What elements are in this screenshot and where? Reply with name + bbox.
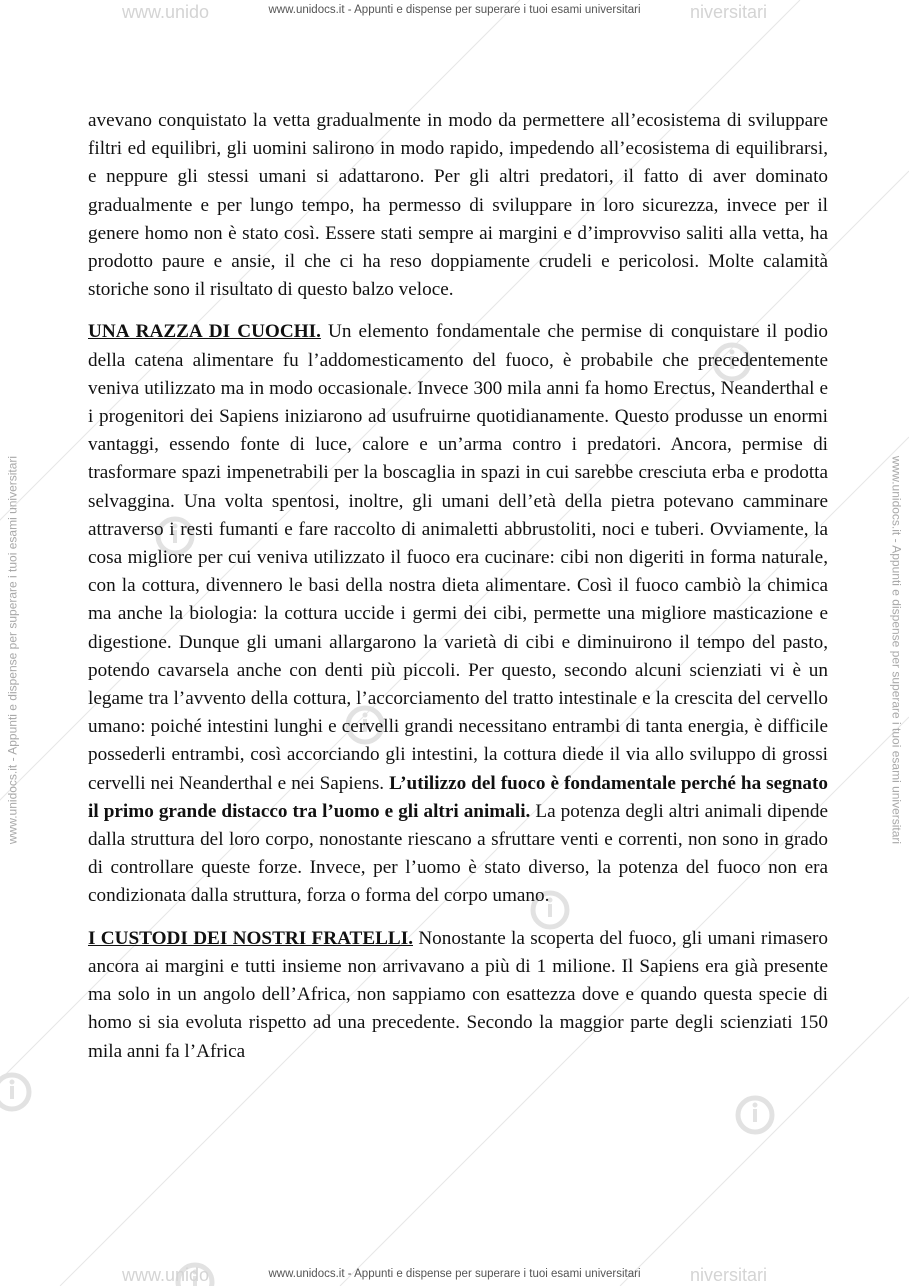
watermark-ghost-left: www.unido xyxy=(122,2,210,22)
paragraph-text: Un elemento fondamentale che permise di conquistare il podio della catena alimentare fu l’addomesticamento del fuoco, è probabile che precedentemente veniva utilizzato ma in modo occasionale. Invece 300 mila anni fa homo Erectus, Neanderthal e i progenitori dei Sapiens iniziarono ad usufruirne quotidianamente. Questo produsse un enormi vantaggi, essendo fonte di luce, calore e un’arma contro i predatori. Ancora, permise di trasformare spazi impenetrabili per la boscaglia in spazi in cui sarebbe cresciuta erba e prodotta selvaggina. Una volta spentosi, inoltre, gli umani dell’età della pietra potevano camminare attraverso i resti fumanti e fare raccolto di animaletti abbrustoliti, noci e tuberi. Ovviamente, la cosa migliore per cui veniva utilizzato il fuoco era cucinare: cibi non digeriti in forma naturale, con la cottura, divennero le basi della nostra dieta alimentare. Così il fuoco cambiò la chimica ma anche la biologia: la cottura uccide i germi dei cibi, permette una migliore masticazione e digestione. Dunque gli umani allargarono la varietà di cibi e diminuirono il tempo del pasto, potendo cavarsela anche con denti più piccoli. Per questo, secondo alcuni scienziati vi è un legame tra l’avvento della cottura, l’accorciamento del tratto intestinale e la crescita del cervello umano: poiché intestini lunghi e cervelli grandi necessitano entrambi di tanta energia, è difficile possederli entrambi, così accorciando gli intestini, la cottura diede il via allo sviluppo di grossi cervelli nei Neanderthal e nei Sapiens. xyxy=(88,321,829,794)
watermark-left-side: www.unidocs.it - Appunti e dispense per superare i tuoi esami universitari xyxy=(5,455,20,845)
document-body xyxy=(88,107,828,1080)
paragraph-text: Nonostante la scoperta del fuoco, gli umani rimasero ancora ai margini e tutti insieme non arrivavano a più di 1 milione. Il Sapiens era già presente ma solo in un angolo dell’Africa, non sappiamo con esattezza dove e quando questa specie di homo si sia evoluta rispetto ad una precedente. Secondo la maggior parte degli scienziati 150 mila anni fa l’Africa xyxy=(88,927,828,1062)
watermark-ghost-right: niversitari xyxy=(690,2,768,22)
section-heading: I CUSTODI DEI NOSTRI FRATELLI. xyxy=(88,927,413,949)
watermark-ghost-left: www.unido xyxy=(122,1265,210,1285)
section-heading: UNA RAZZA DI CUOCHI. xyxy=(88,321,321,343)
paragraph-text: La potenza degli altri animali dipende dalla struttura del loro corpo, nonostante riescano a sfruttare venti e correnti, non sono in grado di controllare queste forze. Invece, per l’uomo è stato diverso, la potenza del fuoco non era condizionata dalla struttura, forza o forma del corpo umano. xyxy=(88,800,828,907)
paragraph-cuochi xyxy=(88,318,828,910)
watermark-ghost-right: niversitari xyxy=(690,1265,768,1285)
emphasis-text: L’utilizzo del fuoco è fondamentale perché ha segnato il primo grande distacco tra l’uomo e gli altri animali. xyxy=(88,772,828,822)
watermark-top-bar: www.unidocs.it - Appunti e dispense per superare i tuoi esami universitari xyxy=(268,4,641,16)
paragraph-text: avevano conquistato la vetta gradualmente in modo da permettere all’ecosistema di sviluppare filtri ed equilibri, gli uomini salirono in modo rapido, impedendo all’ecosistema di equilibrarsi, e neppure gli stessi umani si adattarono. Per gli altri predatori, il fatto di aver dominato gradualmente e per lungo tempo, ha permesso di sviluppare in loro sicurezza, invece per il genere homo non è stato così. Essere stati sempre ai margini e d’improvviso saliti alla vetta, ha prodotto paure e ansie, il che ci ha reso doppiamente crudeli e pericolosi. Molte calamità storiche sono il risultato di questo balzo veloce. xyxy=(88,110,828,301)
paragraph-intro xyxy=(88,107,828,304)
watermark-bottom-bar: www.unidocs.it - Appunti e dispense per superare i tuoi esami universitari xyxy=(268,1268,641,1280)
unidocs-logo-icon xyxy=(735,1095,775,1135)
watermark-right-side: www.unidocs.it - Appunti e dispense per superare i tuoi esami universitari xyxy=(889,455,904,845)
paragraph-custodi xyxy=(88,925,828,1066)
